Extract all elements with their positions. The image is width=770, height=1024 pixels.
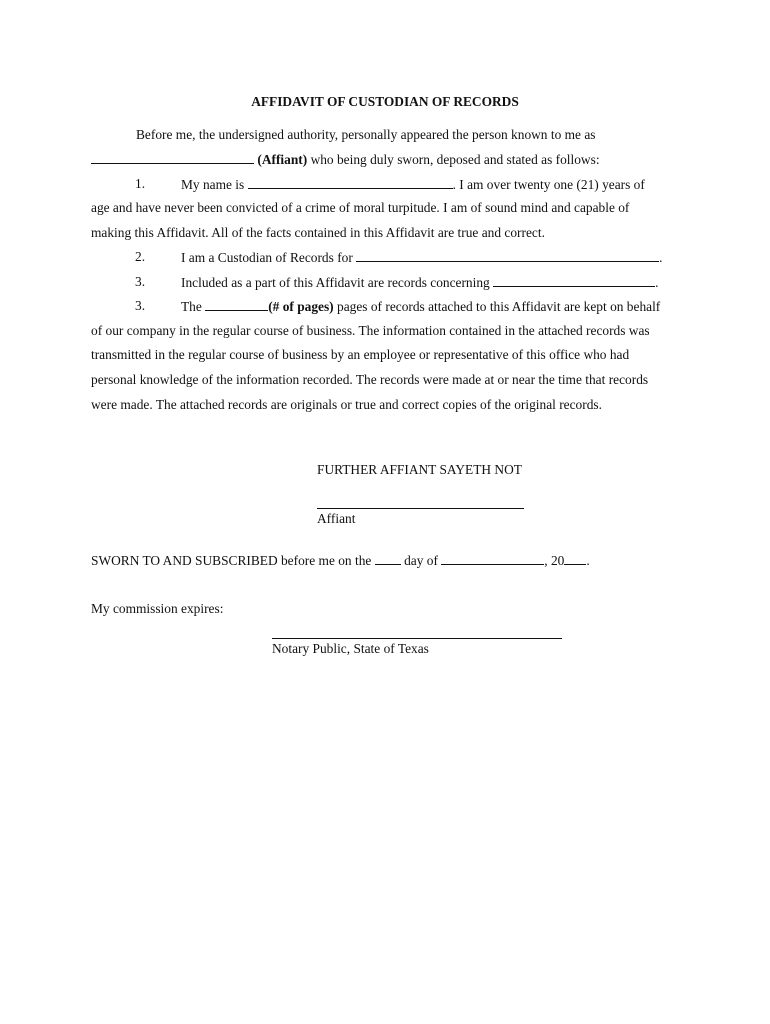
sworn-text-d: . bbox=[586, 553, 590, 568]
item-1-number: 1. bbox=[135, 176, 146, 191]
further-affiant-text: FURTHER AFFIANT SAYETH NOT bbox=[317, 462, 522, 477]
item-1-text-b: . I am over twenty one (21) years of bbox=[452, 177, 645, 192]
intro-line-2-text: who being duly sworn, deposed and stated as follows: bbox=[310, 152, 600, 167]
page-count-blank[interactable] bbox=[205, 298, 268, 311]
notary-signature-line[interactable] bbox=[272, 638, 562, 639]
intro-line-2 bbox=[91, 151, 600, 168]
item-4-line-3: transmitted in the regular course of business by an employee or representative of this office who had bbox=[91, 347, 630, 362]
item-1-line-2: age and have never been convicted of a crime of moral turpitude. I am of sound mind and capable of bbox=[91, 200, 630, 215]
item-4-number: 3. bbox=[135, 298, 146, 313]
affiant-name-blank[interactable] bbox=[91, 151, 254, 164]
records-concerning-blank[interactable] bbox=[493, 274, 655, 287]
item-2-number: 2. bbox=[135, 249, 146, 264]
item-1-line bbox=[181, 176, 645, 193]
item-4-text-a: The bbox=[181, 299, 202, 314]
sworn-year-blank[interactable] bbox=[564, 552, 586, 565]
sworn-month-blank[interactable] bbox=[441, 552, 544, 565]
affiant-label-bold: (Affiant) bbox=[257, 152, 308, 167]
item-4-bold: (# of pages) bbox=[268, 299, 334, 314]
my-name-blank[interactable] bbox=[248, 176, 453, 189]
item-4-line-5: were made. The attached records are originals or true and correct copies of the original records. bbox=[91, 397, 602, 412]
document-title: AFFIDAVIT OF CUSTODIAN OF RECORDS bbox=[251, 94, 519, 109]
item-2-line bbox=[181, 249, 663, 266]
affiant-label: Affiant bbox=[317, 511, 356, 526]
item-2-text: I am a Custodian of Records for bbox=[181, 250, 353, 265]
affiant-signature-line[interactable] bbox=[317, 508, 524, 509]
item-4-line bbox=[181, 298, 660, 315]
item-4-text-b: pages of records attached to this Affidavit are kept on behalf bbox=[337, 299, 661, 314]
item-3-text: Included as a part of this Affidavit are records concerning bbox=[181, 275, 490, 290]
item-1-line-3: making this Affidavit. All of the facts contained in this Affidavit are true and correct. bbox=[91, 225, 545, 240]
sworn-text-a: SWORN TO AND SUBSCRIBED before me on the bbox=[91, 553, 372, 568]
sworn-day-blank[interactable] bbox=[375, 552, 401, 565]
commission-expires-text: My commission expires: bbox=[91, 601, 224, 616]
item-1-text-a: My name is bbox=[181, 177, 245, 192]
item-2-period: . bbox=[659, 250, 663, 265]
item-3-number: 3. bbox=[135, 274, 146, 289]
sworn-text-c: , 20 bbox=[544, 553, 565, 568]
notary-label: Notary Public, State of Texas bbox=[272, 641, 429, 656]
item-3-line bbox=[181, 274, 658, 291]
sworn-text-b: day of bbox=[404, 553, 438, 568]
item-3-period: . bbox=[655, 275, 659, 290]
sworn-line bbox=[91, 552, 590, 569]
item-4-line-4: personal knowledge of the information recorded. The records were made at or near the time that records bbox=[91, 372, 649, 387]
custodian-company-blank[interactable] bbox=[356, 249, 659, 262]
item-4-line-2: of our company in the regular course of business. The information contained in the attached records was bbox=[91, 323, 650, 338]
intro-line-1: Before me, the undersigned authority, personally appeared the person known to me as bbox=[136, 127, 596, 142]
